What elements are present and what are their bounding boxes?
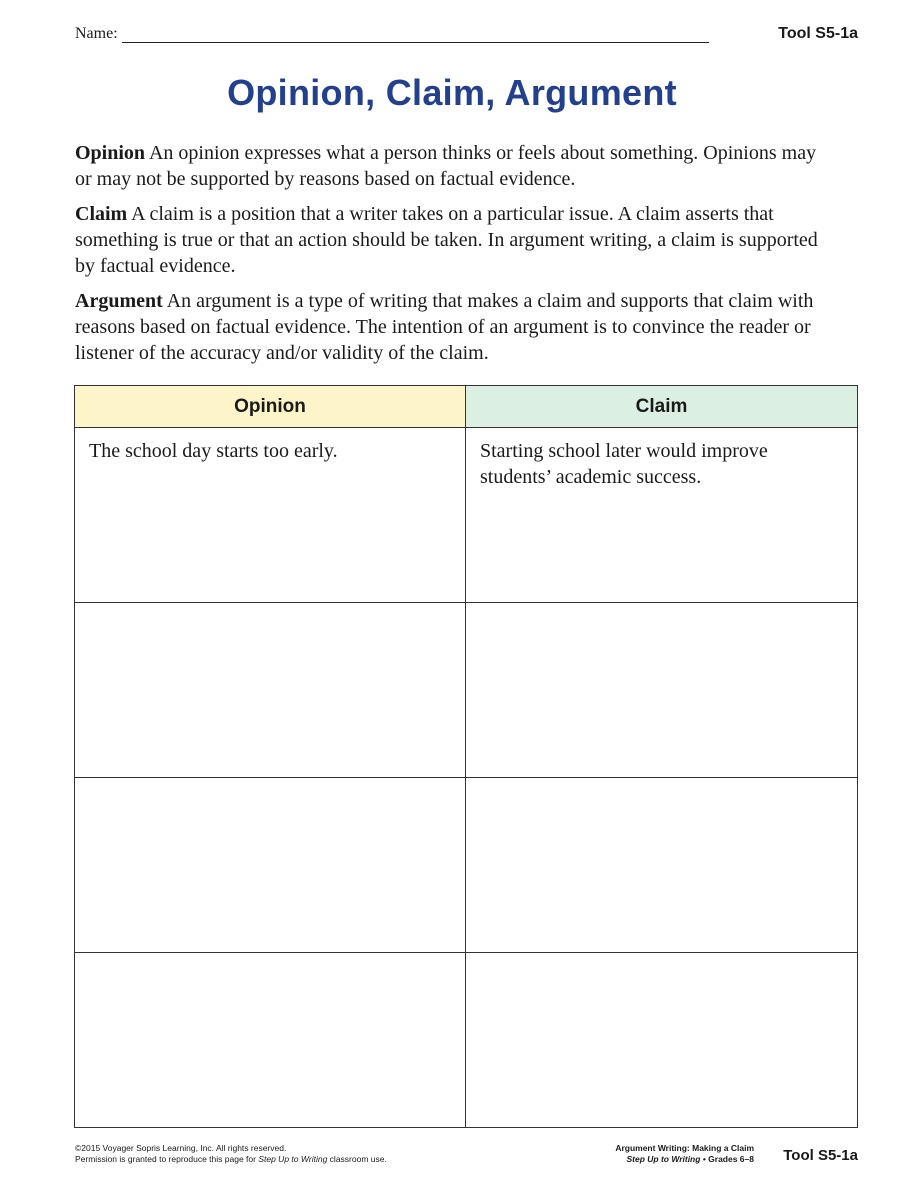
table-header-row [75,386,858,428]
opinion-cell[interactable]: The school day starts too early. [75,428,466,603]
page-title: Opinion, Claim, Argument [227,72,677,113]
name-blank-line[interactable] [122,24,709,43]
definition-text: An opinion expresses what a person thinks or feels about something. Opinions may or may not be supported by reasons based on factual evidence. [75,142,817,190]
copyright-text: ©2015 Voyager Sopris Learning, Inc. All rights reserved. [75,1143,287,1153]
grades-text: • Grades 6–8 [700,1154,754,1164]
book-title: Step Up to Writing [626,1154,701,1164]
definition-term: Claim [75,203,128,225]
permission-text [75,1154,387,1165]
opinion-column-header: Opinion [75,386,466,428]
claim-cell[interactable] [466,953,858,1128]
unit-title: Argument Writing: Making a Claim [615,1143,754,1153]
opinion-cell[interactable] [75,953,466,1128]
claim-cell[interactable] [466,603,858,778]
table-row [75,778,858,953]
definition-opinion [75,140,835,192]
opinion-claim-table [74,385,858,1128]
claim-column-header: Claim [466,386,858,428]
table-row [75,603,858,778]
tool-id-top: Tool S5-1a [778,25,858,42]
permission-suffix: classroom use. [327,1154,387,1164]
book-grades [615,1154,754,1165]
permission-book-title: Step Up to Writing [258,1154,328,1164]
opinion-cell[interactable] [75,603,466,778]
name-label: Name: [75,25,118,42]
tool-id-bottom: Tool S5-1a [783,1147,858,1164]
opinion-cell[interactable] [75,778,466,953]
footer-copyright [75,1143,387,1165]
table-row [75,428,858,603]
definitions [75,140,835,375]
definition-term: Opinion [75,142,146,164]
definition-argument [75,288,835,366]
claim-cell[interactable]: Starting school later would improve students’ academic success. [466,428,858,603]
name-field [75,24,709,43]
definition-text: An argument is a type of writing that makes a claim and supports that claim with reasons based on factual evidence. The intention of an argument is to convince the reader or listener of the accuracy and/or validity of the claim. [75,290,814,364]
permission-prefix: Permission is granted to reproduce this page for [75,1154,259,1164]
definition-term: Argument [75,290,163,312]
table-row [75,953,858,1128]
definition-claim [75,201,835,279]
definition-text: A claim is a position that a writer takes on a particular issue. A claim asserts that something is true or that an action should be taken. In argument writing, a claim is supported by factual evidence. [75,203,818,277]
footer-unit-info [615,1143,754,1165]
claim-cell[interactable] [466,778,858,953]
